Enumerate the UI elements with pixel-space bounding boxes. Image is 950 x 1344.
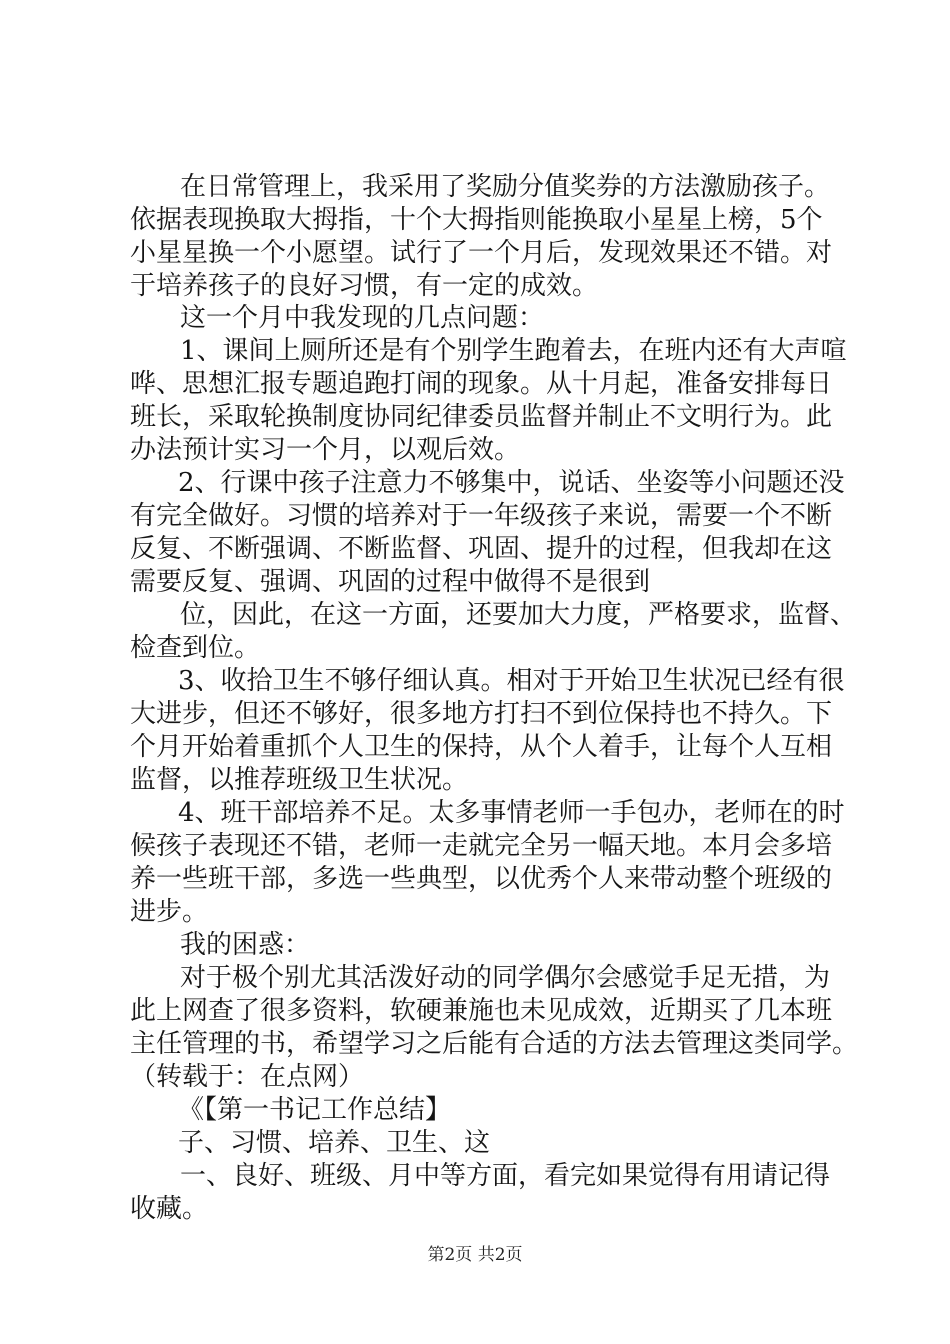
body-line: 个月开始着重抓个人卫生的保持，从个人着手，让每个人互相 xyxy=(130,732,833,762)
body-line: 班长，采取轮换制度协同纪律委员监督并制止不文明行为。此 xyxy=(130,402,833,432)
body-line: 2、行课中孩子注意力不够集中，说话、坐姿等小问题还没 xyxy=(178,468,845,498)
body-line: 于培养孩子的良好习惯，有一定的成效。 xyxy=(130,271,599,301)
body-line: 在日常管理上，我采用了奖励分值奖券的方法激励孩子。 xyxy=(180,172,831,202)
body-line: 3、收拾卫生不够仔细认真。相对于开始卫生状况已经有很 xyxy=(178,666,845,696)
body-line: 养一些班干部，多选一些典型，以优秀个人来带动整个班级的 xyxy=(130,864,833,894)
body-line: 检查到位。 xyxy=(130,633,261,663)
body-line: 反复、不断强调、不断监督、巩固、提升的过程，但我却在这 xyxy=(130,534,833,564)
body-line: 大进步，但还不够好，很多地方打扫不到位保持也不持久。下 xyxy=(130,699,833,729)
body-line: 对于极个别尤其活泼好动的同学偶尔会感觉手足无措，为 xyxy=(180,963,831,993)
body-line: 依据表现换取大拇指，十个大拇指则能换取小星星上榜，5个 xyxy=(130,205,823,235)
source-note: （转载于：在点网） xyxy=(130,1062,365,1092)
body-line: 4、班干部培养不足。太多事情老师一手包办，老师在的时 xyxy=(178,798,845,828)
body-line: 有完全做好。习惯的培养对于一年级孩子来说，需要一个不断 xyxy=(130,501,833,531)
body-line: 办法预计实习一个月，以观后效。 xyxy=(130,435,521,465)
body-line: 小星星换一个小愿望。试行了一个月后，发现效果还不错。对 xyxy=(130,238,833,268)
section-heading: 这一个月中我发现的几点问题： xyxy=(180,303,545,333)
body-line: 收藏。 xyxy=(130,1194,209,1224)
body-line: 进步。 xyxy=(130,897,209,927)
section-heading: 我的困惑： xyxy=(180,930,311,960)
body-line: 位，因此，在这一方面，还要加大力度，严格要求，监督、 xyxy=(180,600,857,630)
body-line: 哗、思想汇报专题追跑打闹的现象。从十月起，准备安排每日 xyxy=(130,369,833,399)
body-line: 需要反复、强调、巩固的过程中做得不是很到 xyxy=(130,567,651,597)
body-line: 1、课间上厕所还是有个别学生跑着去，在班内还有大声喧 xyxy=(180,336,847,366)
body-line: 子、习惯、培养、卫生、这 xyxy=(178,1128,491,1158)
body-line: 主任管理的书，希望学习之后能有合适的方法去管理这类同学。 xyxy=(130,1029,859,1059)
body-line: 此上网查了很多资料，软硬兼施也未见成效，近期买了几本班 xyxy=(130,996,833,1026)
body-line: 《【第一书记工作总结】 xyxy=(178,1095,452,1125)
page-number: 第2页 共2页 xyxy=(427,1245,523,1265)
body-line: 一、良好、班级、月中等方面，看完如果觉得有用请记得 xyxy=(180,1161,831,1191)
body-line: 候孩子表现还不错，老师一走就完全另一幅天地。本月会多培 xyxy=(130,831,833,861)
body-line: 监督，以推荐班级卫生状况。 xyxy=(130,765,469,795)
